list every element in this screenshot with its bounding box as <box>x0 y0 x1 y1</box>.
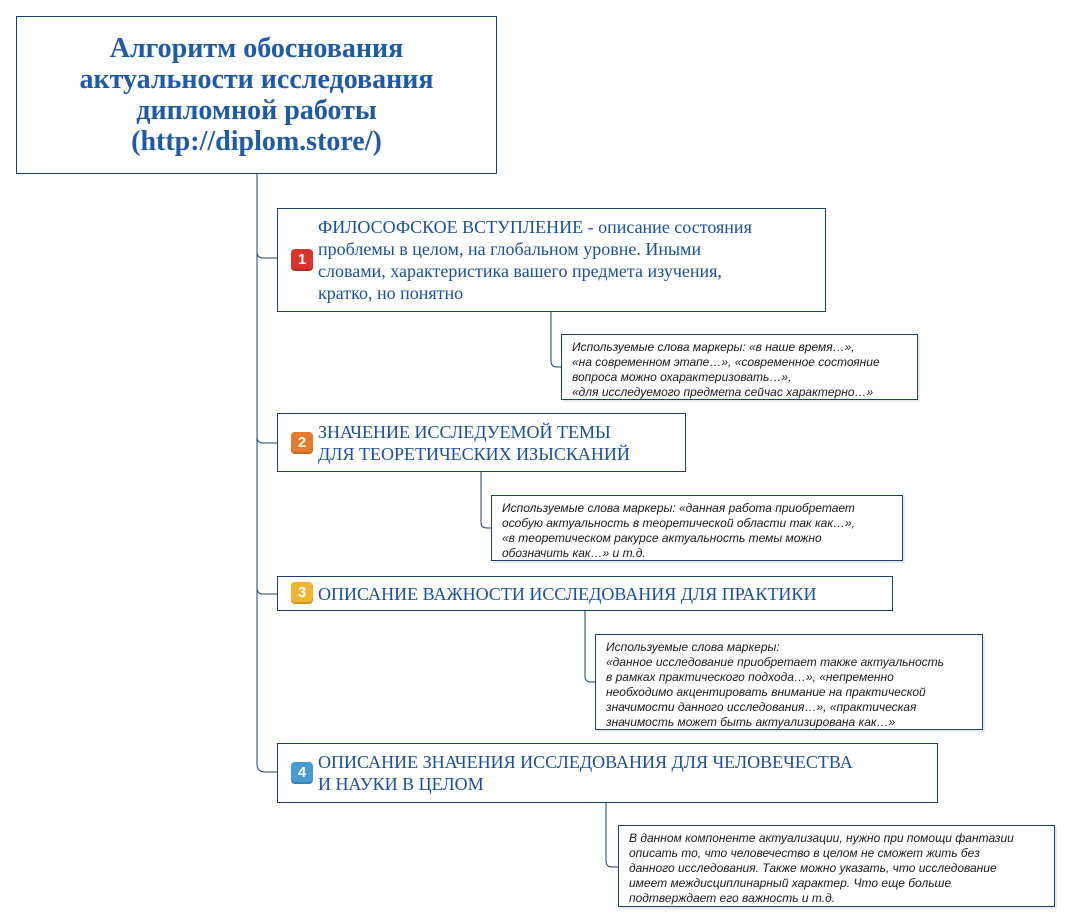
branch-line-2 <box>257 437 277 443</box>
number-badge-2: 2 <box>291 432 313 454</box>
title-text: Алгоритм обоснования актуальности исследования дипломной работы (http://diplom.store/) <box>79 33 434 157</box>
note-node-1: Используемые слова маркеры: «в наше время…», «на современном этапе…», «современное состояние вопроса можно охарактеризовать…», «для исследуемого предмета сейчас характерно…» <box>561 334 918 400</box>
branch-line-4 <box>257 764 277 772</box>
topic-node-4 <box>277 743 938 803</box>
note-link-1 <box>551 312 561 367</box>
topic-node-3 <box>277 576 893 611</box>
topic-node-2 <box>277 413 686 472</box>
topic-text-1: ФИЛОСОФСКОЕ ВСТУПЛЕНИЕ - описание состояния проблемы в целом, на глобальном уровне. Иными словами, характеристика вашего предмета изучения, кратко, но понятно <box>318 217 752 303</box>
title-node <box>16 16 497 174</box>
topic-text-2: ЗНАЧЕНИЕ ИССЛЕДУЕМОЙ ТЕМЫ ДЛЯ ТЕОРЕТИЧЕСКИХ ИЗЫСКАНИЙ <box>318 421 630 464</box>
number-badge-1: 1 <box>291 249 313 271</box>
number-badge-3: 3 <box>291 582 313 604</box>
branch-line-3 <box>257 588 277 594</box>
topic-text-3: ОПИСАНИЕ ВАЖНОСТИ ИССЛЕДОВАНИЯ ДЛЯ ПРАКТИКИ <box>318 583 817 604</box>
number-badge-4: 4 <box>291 762 313 784</box>
topic-node-1 <box>277 208 826 312</box>
note-node-3: Используемые слова маркеры: «данное исследование приобретает также актуальность в рамках практического подхода…», «непременно необходимо акцентировать внимание на практической значимости данного исследования…», «практическая значимость может быть актуализирована как…» <box>595 634 983 730</box>
note-node-2: Используемые слова маркеры: «данная работа приобретает особую актуальность в теоретической области так как…», «в теоретическом ракурсе актуальность темы можно обозначить как…» и т.д. <box>491 495 903 561</box>
branch-line-1 <box>257 252 277 258</box>
note-link-4 <box>606 803 618 867</box>
note-node-4: В данном компоненте актуализации, нужно при помощи фантазии описать то, что человечество в целом не сможет жить без данного исследования. Также можно указать, что исследование имеет междисциплинарный характер. Что еще больше подтверждает его важность и т.д. <box>618 825 1055 907</box>
note-link-3 <box>585 611 595 682</box>
note-link-2 <box>481 472 491 528</box>
topic-text-4: ОПИСАНИЕ ЗНАЧЕНИЯ ИССЛЕДОВАНИЯ ДЛЯ ЧЕЛОВЕЧЕСТВА И НАУКИ В ЦЕЛОМ <box>318 752 853 794</box>
